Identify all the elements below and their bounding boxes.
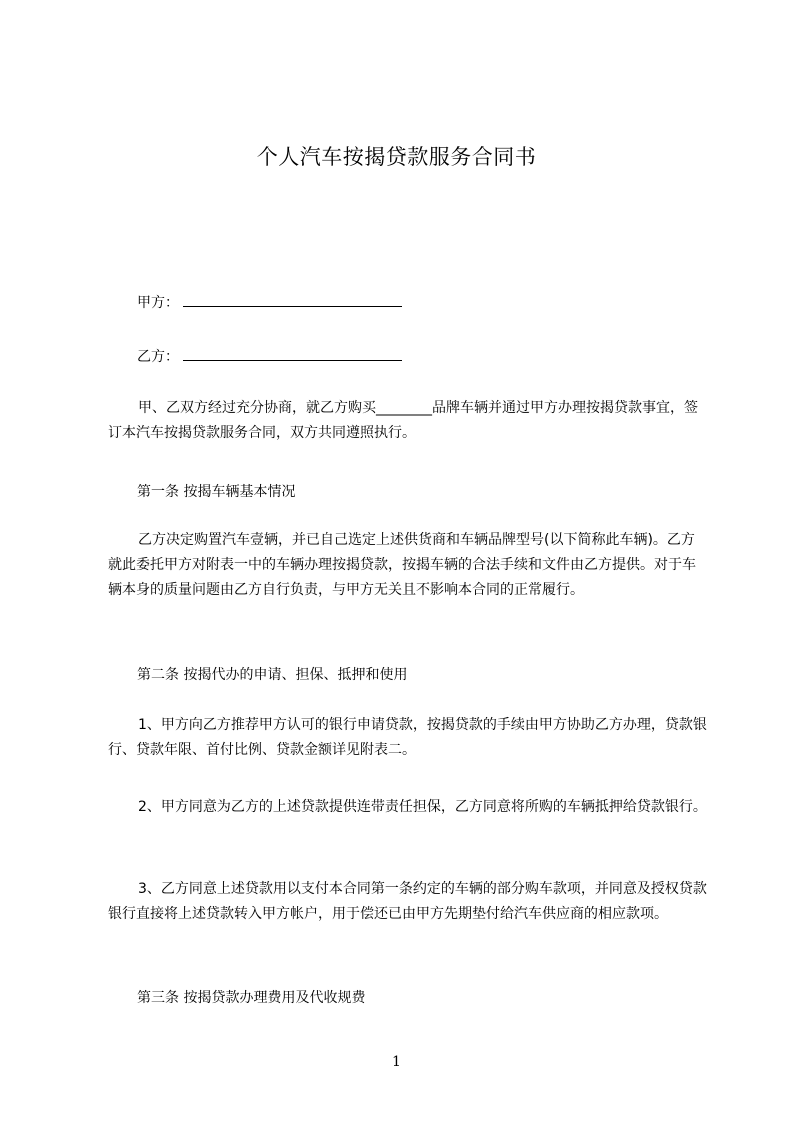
preamble-text: 甲、乙双方经过充分协商，就乙方购买________品牌车辆并通过甲方办理按揭贷款事宜，签订本汽车按揭贷款服务合同，双方共同遵照执行。 xyxy=(108,400,698,441)
article1-text: 乙方决定购置汽车壹辆，并已自己选定上述供货商和车辆品牌型号(以下简称此车辆)。乙方就此委托甲方对附表一中的车辆办理按揭贷款，按揭车辆的合法手续和文件由乙方提供。对于车辆本身的质量问题由乙方自行负责，与甲方无关且不影响本合同的正常履行。 xyxy=(108,532,696,598)
party-a-line xyxy=(137,292,402,312)
article2-item2-paragraph xyxy=(108,795,708,820)
article2-heading: 第二条 按揭代办的申请、担保、抵押和使用 xyxy=(137,667,408,683)
article2-item3-text: 3、乙方同意上述贷款用以支付本合同第一条约定的车辆的部分购车款项，并同意及授权贷款银行直接将上述贷款转入甲方帐户，用于偿还已由甲方先期垫付给汽车供应商的相应款项。 xyxy=(108,881,707,922)
article1-paragraph xyxy=(108,528,708,603)
article3-heading: 第三条 按揭贷款办理费用及代收规费 xyxy=(137,990,366,1006)
article2-item2-text: 2、甲方同意为乙方的上述贷款提供连带责任担保，乙方同意将所购的车辆抵押给贷款银行。 xyxy=(138,799,707,815)
page-number: 1 xyxy=(392,1054,401,1070)
document-title: 个人汽车按揭贷款服务合同书 xyxy=(256,145,537,169)
party-b-label: 乙方： xyxy=(137,349,179,365)
party-b-blank xyxy=(183,359,402,361)
party-a-blank xyxy=(183,305,402,307)
article2-item3-paragraph xyxy=(108,877,708,927)
party-a-label: 甲方： xyxy=(137,295,179,311)
preamble-paragraph xyxy=(108,396,708,446)
article2-item1-text: 1、甲方向乙方推荐甲方认可的银行申请贷款，按揭贷款的手续由甲方协助乙方办理，贷款银行、贷款年限、首付比例、贷款金额详见附表二。 xyxy=(108,717,707,758)
article1-heading: 第一条 按揭车辆基本情况 xyxy=(137,484,296,500)
article2-item1-paragraph xyxy=(108,713,708,763)
party-b-line xyxy=(137,346,402,366)
